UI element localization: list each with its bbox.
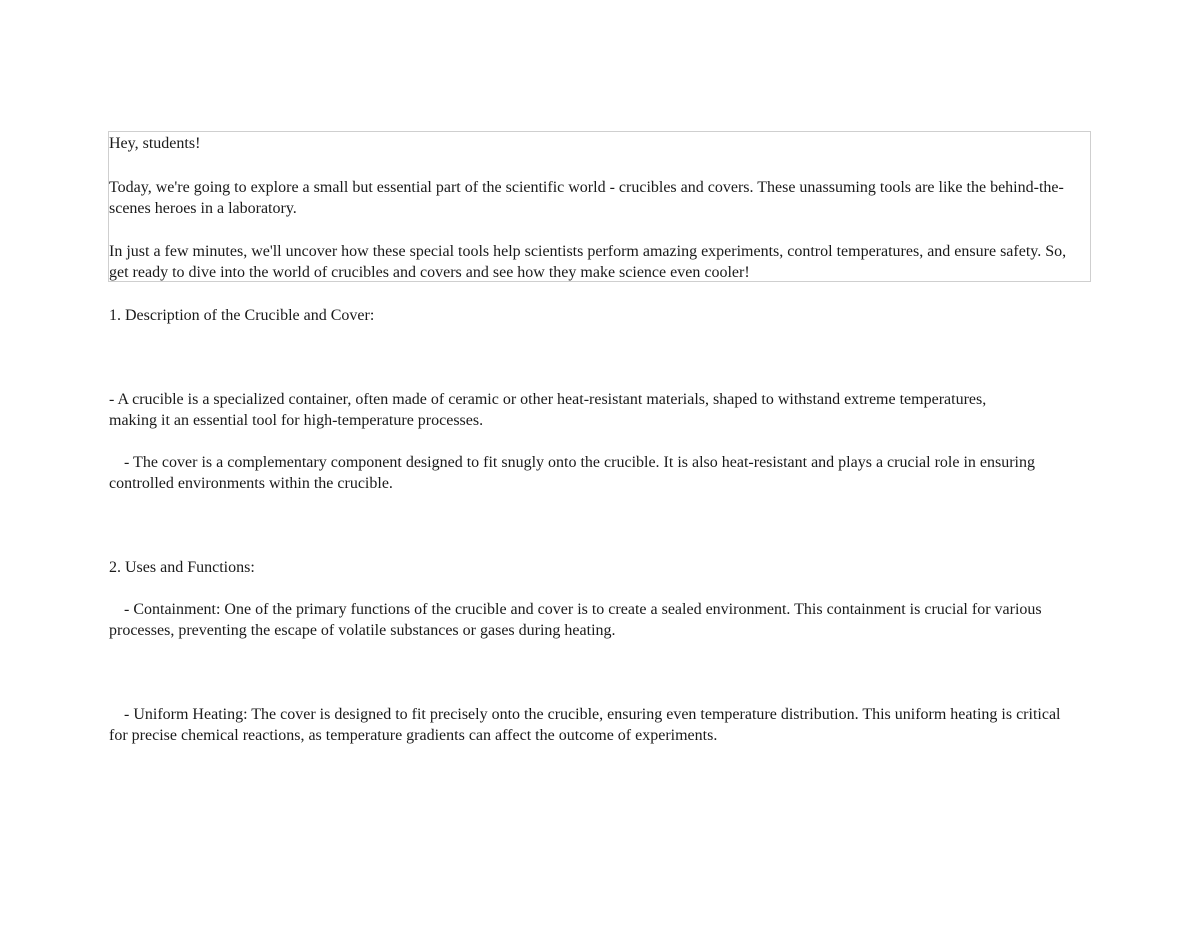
section-1-item-cover	[109, 452, 1094, 494]
section-2-heading: 2. Uses and Functions:	[109, 559, 255, 576]
intro-paragraph-1: Today, we're going to explore a small but essential part of the scientific world - crucibles and covers. These unassuming tools are like the behind-the-scenes heroes in a laboratory.	[109, 179, 1064, 217]
section-2-item-containment-text: - Containment: One of the primary functions of the crucible and cover is to create a sealed environment. This containment is crucial for various processes, preventing the escape of volatile substances or gases during heating.	[109, 601, 1042, 639]
section-1-item-crucible: - A crucible is a specialized container, often made of ceramic or other heat-resistant materials, shaped to withstand extreme temperatures, making it an essential tool for high-temperature processes.	[109, 391, 987, 429]
intro-paragraph-2: In just a few minutes, we'll uncover how these special tools help scientists perform amazing experiments, control temperatures, and ensure safety. So, get ready to dive into the world of crucibles and covers and see how they make science even cooler!	[109, 243, 1067, 281]
section-2-item-containment	[109, 599, 1094, 641]
section-2-item-uniform-heating	[109, 704, 1071, 746]
intro-greeting: Hey, students!	[109, 135, 201, 152]
section-1-item-cover-text: - The cover is a complementary component designed to fit snugly onto the crucible. It is also heat-resistant and plays a crucial role in ensuring controlled environments within the crucible.	[109, 454, 1035, 492]
section-1-heading: 1. Description of the Crucible and Cover:	[109, 307, 375, 324]
section-2-item-uniform-heating-text: - Uniform Heating: The cover is designed to fit precisely onto the crucible, ensuring even temperature distribution. This uniform heating is critical for precise chemical reactions, as temperature gradients can affect the outcome of experiments.	[109, 706, 1061, 744]
